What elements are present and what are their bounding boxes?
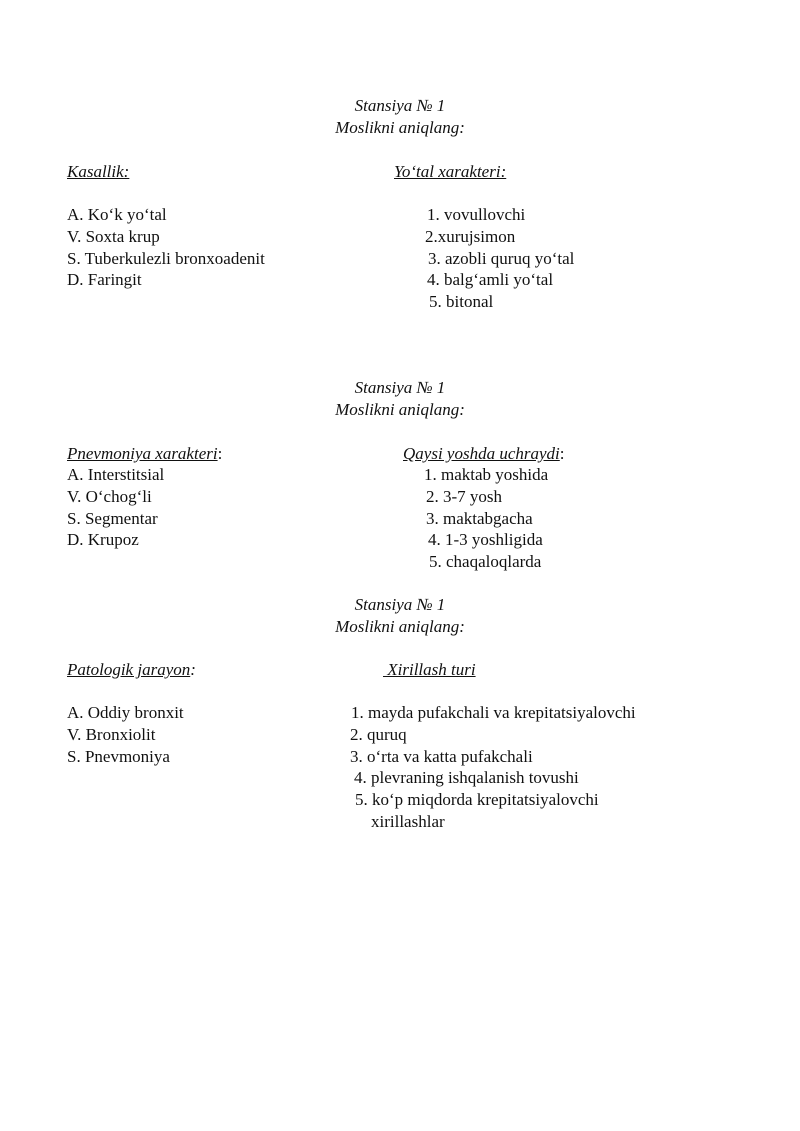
station-1-right-item-4: 4. balg‘amli yo‘tal	[427, 270, 554, 289]
station-2-left-item-v: V. O‘chog‘li	[67, 487, 152, 506]
station-2-right-header	[403, 443, 565, 465]
station-2-right-header-text: Qaysi yoshda uchraydi	[403, 444, 560, 463]
station-1-left-item-a: A. Ko‘k yo‘tal	[67, 205, 167, 224]
station-3-left-item-s: S. Pnevmoniya	[67, 747, 170, 766]
station-1-left-header-text: Kasallik:	[67, 162, 130, 181]
station-1-right-item-2: 2.xurujsimon	[425, 227, 516, 246]
station-2-left-item-a: A. Interstitsial	[67, 465, 165, 484]
station-3-right-item-2: 2. quruq	[350, 725, 407, 744]
station-3-right-item-4: 4. plevraning ishqalanish tovushi	[354, 768, 579, 787]
station-2-left-header-text: Pnevmoniya xarakteri	[67, 444, 218, 463]
station-1-left-item-d: D. Faringit	[67, 270, 142, 289]
station-1-right-item-3: 3. azobli quruq yo‘tal	[428, 249, 575, 268]
station-2-right-item-2: 2. 3-7 yosh	[426, 487, 503, 506]
station-1-right-item-1: 1. vovullovchi	[427, 205, 526, 224]
station-2-left-header	[67, 443, 222, 465]
station-1-right-header	[394, 161, 506, 183]
station-3-subtitle: Moslikni aniqlang:	[335, 617, 465, 636]
station-1-left-item-s: S. Tuberkulezli bronxoadenit	[67, 249, 265, 268]
station-1-right-item-5: 5. bitonal	[429, 292, 494, 311]
station-2-right-item-1: 1. maktab yoshida	[424, 465, 549, 484]
station-3-right-item-5: 5. ko‘p miqdorda krepitatsiyalovchi	[355, 790, 599, 809]
station-3-right-item-1: 1. mayda pufakchali va krepitatsiyalovchi	[351, 703, 636, 722]
station-3-right-header-text: Xirillash turi	[383, 660, 476, 679]
station-3-right-header	[383, 659, 476, 681]
station-1-left-item-v: V. Soxta krup	[67, 227, 160, 246]
station-2-title: Stansiya № 1	[354, 378, 446, 397]
station-2-left-item-d: D. Krupoz	[67, 530, 139, 549]
station-3-left-header-suffix: :	[190, 660, 196, 679]
station-2-left-item-s: S. Segmentar	[67, 509, 158, 528]
station-1-title: Stansiya № 1	[354, 96, 446, 115]
station-3-right-item-5-continuation: xirillashlar	[371, 812, 445, 831]
station-1-right-header-text: Yo‘tal xarakteri:	[394, 162, 507, 181]
station-3-left-header	[67, 659, 196, 681]
station-2-right-item-5: 5. chaqaloqlarda	[429, 552, 542, 571]
station-2-subtitle: Moslikni aniqlang:	[335, 400, 465, 419]
station-3-title: Stansiya № 1	[354, 595, 446, 614]
station-3-left-item-a: A. Oddiy bronxit	[67, 703, 184, 722]
station-2-left-header-suffix: :	[217, 444, 223, 463]
station-2-right-header-suffix: :	[559, 444, 565, 463]
station-3-left-item-v: V. Bronxiolit	[67, 725, 156, 744]
station-1-subtitle: Moslikni aniqlang:	[335, 118, 465, 137]
station-3-left-header-text: Patologik jarayon	[67, 660, 191, 679]
station-3-right-item-3: 3. o‘rta va katta pufakchali	[350, 747, 533, 766]
station-1-left-header	[67, 161, 129, 183]
station-2-right-item-4: 4. 1-3 yoshligida	[428, 530, 543, 549]
station-2-right-item-3: 3. maktabgacha	[426, 509, 533, 528]
